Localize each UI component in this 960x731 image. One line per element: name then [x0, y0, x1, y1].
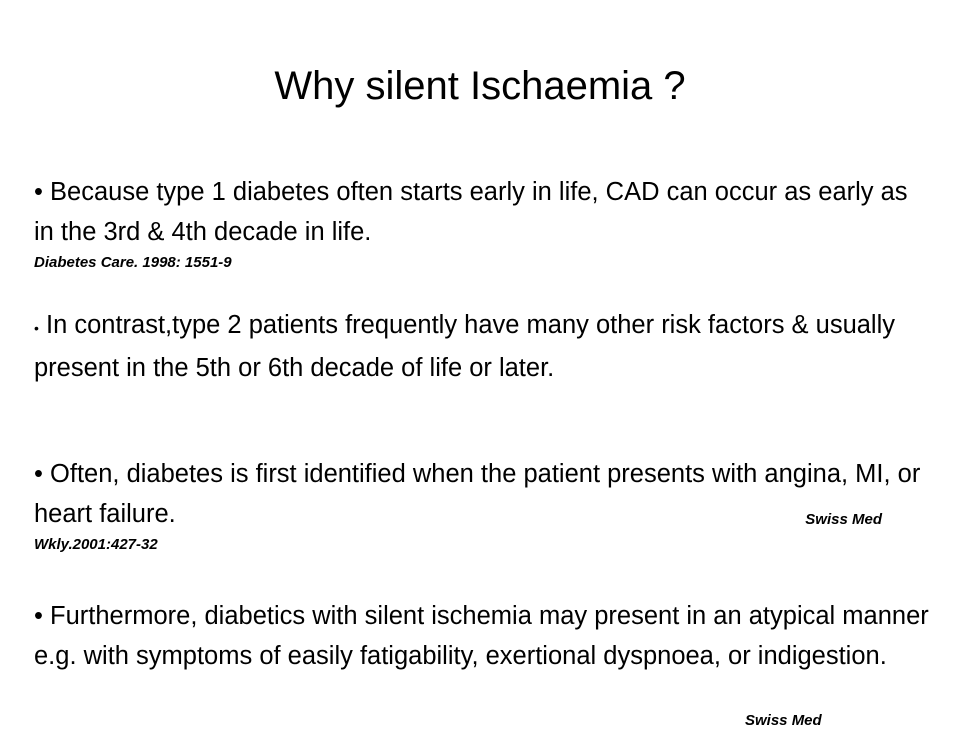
point-3: [34, 454, 934, 556]
point-1-text: Because type 1 diabetes often starts early in life, CAD can occur as early as in the 3rd & 4th decade in life.: [34, 178, 908, 246]
point-4-text: Furthermore, diabetics with silent ischemia may present in an atypical manner e.g. with symptoms of easily fatigability, exertional dyspnoea, or indigestion.: [34, 602, 929, 670]
point-2-text: In contrast,type 2 patients frequently have many other risk factors & usually present in the 5th or 6th decade of life or later.: [34, 311, 896, 382]
point-1: [34, 172, 934, 274]
bullet: •: [34, 320, 39, 336]
bullet: •: [34, 178, 43, 206]
point-1-reference: Diabetes Care. 1998: 1551-9: [34, 254, 232, 271]
point-3-reference-detail: Wkly.2001:427-32: [34, 536, 158, 553]
point-4-reference-cut: Swiss Med: [745, 712, 822, 729]
bullet: •: [34, 602, 43, 630]
point-2: [34, 305, 934, 388]
point-3-text: Often, diabetes is first identified when the patient presents with angina, MI, or heart failure.: [34, 460, 921, 528]
slide-title: Why silent Ischaemia ?: [274, 64, 686, 108]
bullet: •: [34, 460, 43, 488]
point-3-reference-journal: Swiss Med: [805, 511, 882, 528]
point-4: [34, 596, 934, 676]
